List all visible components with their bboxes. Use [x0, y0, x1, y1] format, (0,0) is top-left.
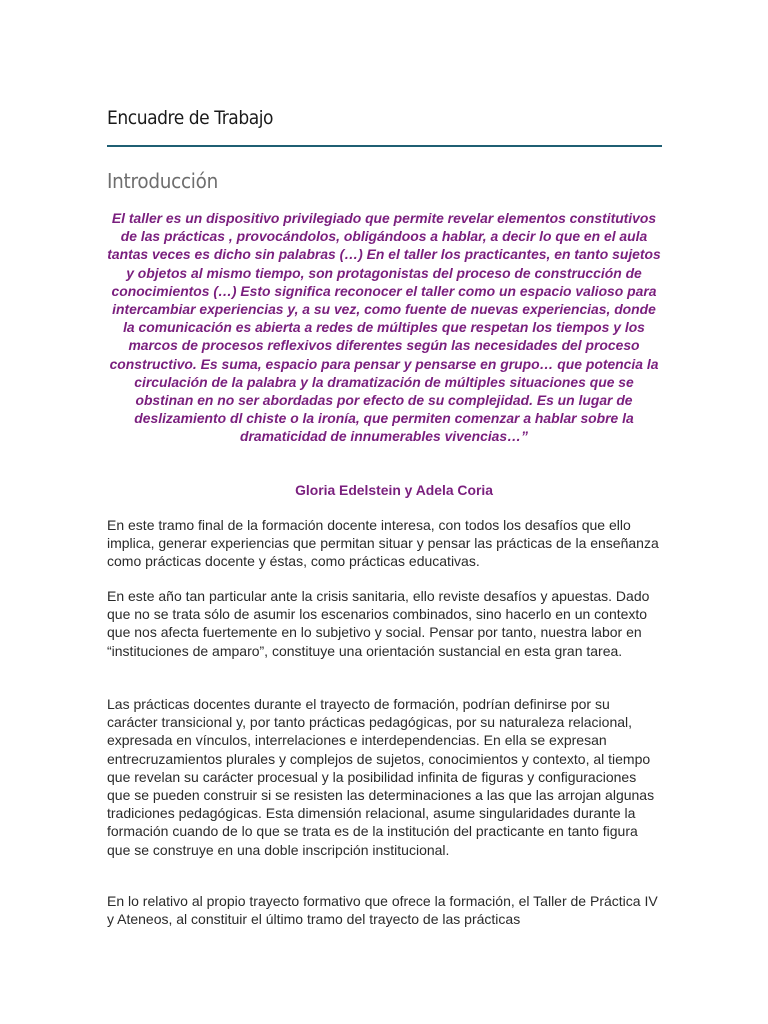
section-heading-introduccion: Introducción — [107, 169, 219, 193]
quote-author: Gloria Edelstein y Adela Coria — [295, 482, 493, 498]
epigraph-quote: El taller es un dispositivo privilegiado que permite revelar elementos constitutivos de las prácticas , provocándolos, obligándoos a hablar, a decir lo que en el aula tantas veces es dicho sin palabras (…) En el taller los practicantes, en tanto sujetos y objetos al mismo tiempo, son protagonistas del proceso de construcción de conocimientos (…) Esto significa reconocer el taller como un espacio valioso para intercambiar experiencias y, a su vez, como fuente de nuevas experiencias, donde la comunicación es abierta a redes de múltiples que respetan los tiempos y los marcos de procesos reflexivos diferentes según las necesidades del proceso constructivo. Es suma, espacio para pensar y pensarse en grupo… que potencia la circulación de la palabra y la dramatización de múltiples situaciones que se obstinan en no ser abordadas por efecto de su complejidad. Es un lugar de deslizamiento dl chiste o la ironía, que permiten comenzar a hablar sobre la dramaticidad de innumerables vivencias…” — [107, 210, 661, 445]
document-title: Encuadre de Trabajo — [107, 107, 274, 129]
body-paragraph: En lo relativo al propio trayecto formativo que ofrece la formación, el Taller de Práctica IV y Ateneos, al constituir el último tramo del trayecto de las prácticas — [107, 893, 658, 928]
body-paragraph: Las prácticas docentes durante el trayecto de formación, podrían definirse por su carácter transicional y, por tanto prácticas pedagógicas, por su naturaleza relacional, expresada en vínculos, interrelaciones e interdependencias. En ella se expresan entrecruzamientos plurales y complejos de sujetos, conocimientos y contexto, al tiempo que revelan su carácter procesual y la posibilidad infinita de figuras y configuraciones que se pueden construir si se resisten las determinaciones a las que las arrojan algunas tradiciones pedagógicas. Esta dimensión relacional, asume singularidades durante la formación cuando de lo que se trata es de la institución del practicante en tanto figura que se construye en una doble inscripción institucional. — [107, 696, 655, 858]
body-paragraph: En este tramo final de la formación docente interesa, con todos los desafíos que ello implica, generar experiencias que permitan situar y pensar las prácticas de la enseñanza como prácticas docente y éstas, como prácticas educativas. — [107, 517, 659, 570]
body-paragraph: En este año tan particular ante la crisis sanitaria, ello reviste desafíos y apuestas. Dado que no se trata sólo de asumir los escenarios combinados, sino hacerlo en un contexto que nos afecta fuertemente en lo subjetivo y social. Pensar por tanto, nuestra labor en “instituciones de amparo”, constituye una orientación sustancial en esta gran tarea. — [107, 588, 650, 659]
title-divider — [107, 145, 662, 147]
